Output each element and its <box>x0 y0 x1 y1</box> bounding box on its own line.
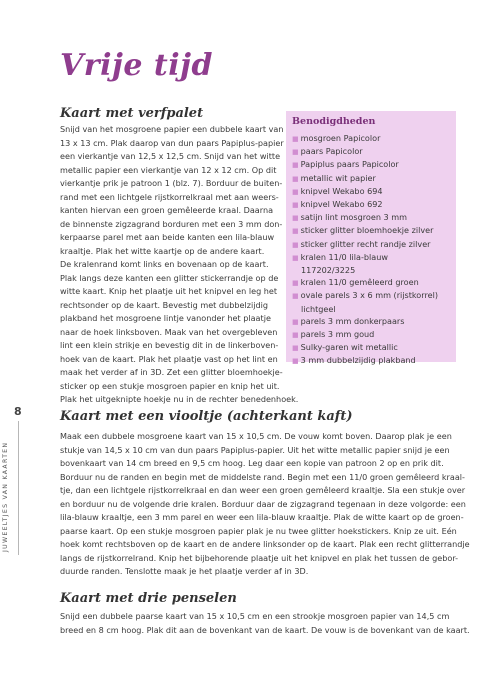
text-line: kraaltje. Plak het witte kaartje op de andere kaart. <box>60 245 265 256</box>
materials-item <box>292 172 438 185</box>
materials-item <box>292 185 438 198</box>
materials-title: Benodigdheden <box>292 116 376 127</box>
section-heading-penselen: Kaart met drie penselen <box>60 591 237 606</box>
materials-item-label: metallic wit papier <box>300 172 376 183</box>
text-line: vierkantje prik je patroon 1 (blz. 7). Borduur de buiten- <box>60 178 283 188</box>
materials-item-label: parels 3 mm donkerpaars <box>300 315 405 326</box>
materials-item <box>292 198 438 211</box>
text-line: en borduur nu de volgende drie kralen. Borduur daar de zigzagrand tegenaan in deze volgorde: een <box>60 498 466 509</box>
text-line: stukje van 14,5 x 10 cm van dun paars Papiplus-papier. Uit het witte metallic papier snijd je een <box>60 444 450 455</box>
bullet-icon: ■ <box>292 344 299 353</box>
bullet-icon: ■ <box>292 148 299 157</box>
text-line: Plak langs deze kanten een glitter stickerrandje op de <box>60 272 279 283</box>
materials-item-label: sticker glitter bloemhoekje zilver <box>300 225 434 236</box>
materials-item <box>292 211 438 224</box>
text-line: 13 x 13 cm. Plak daarop van dun paars Papiplus-papier <box>60 137 284 148</box>
text-line: hoek komt rechtsboven op de kaart en de andere linksonder op de kaart. Plak een recht glitterrandje <box>60 539 470 549</box>
text-line: paarse kaart. Op een stukje mosgroen papier plak je nu twee glitter hoekstickers. Knip ze uit. Eén <box>60 525 457 536</box>
text-line: een vierkantje van 12,5 x 12,5 cm. Snijd van het witte <box>60 151 281 161</box>
bullet-icon: ■ <box>292 201 299 210</box>
text-line: metallic papier een vierkantje van 12 x 12 cm. Op dit <box>60 164 277 175</box>
bullet-icon: ■ <box>292 240 299 249</box>
materials-item <box>292 315 438 328</box>
materials-item-label: lichtgeel <box>301 303 336 314</box>
section-body-verfpalet <box>60 123 299 407</box>
materials-item-label: paars Papicolor <box>300 146 363 157</box>
materials-item-label: parels 3 mm goud <box>300 329 375 340</box>
text-line: rand met een lichtgele rijstkorrelkraal met aan weers- <box>60 191 279 202</box>
materials-item-label: mosgroen Papicolor <box>300 133 381 143</box>
text-line: duurde randen. Tenslotte maak je het plaatje verder af in 3D. <box>60 566 309 576</box>
materials-item-label: sticker glitter recht randje zilver <box>300 238 431 249</box>
materials-item-label: satijn lint mosgroen 3 mm <box>300 212 408 223</box>
materials-item <box>292 354 438 367</box>
text-line: Borduur nu de randen en begin met de middelste rand. Begin met een 11/0 groen gemêleerd kraal- <box>60 471 465 482</box>
text-line: naar de hoek linksboven. Maak van het overgebleven <box>60 326 278 337</box>
materials-list <box>292 132 438 368</box>
text-line: bovenkaart van 14 cm breed en 9,5 cm hoog. Leg daar een kopie van patroon 2 op en prik dit. <box>60 458 444 468</box>
text-line: lint een klein strikje en bevestig dit in de linkerboven- <box>60 340 279 350</box>
text-line: kerpaarse parel met aan beide kanten een lila-blauw <box>60 232 275 242</box>
materials-item <box>292 328 438 341</box>
materials-item <box>292 289 438 302</box>
page-title: Vrije tijd <box>60 48 213 83</box>
materials-item-label: 117202/3225 <box>301 265 356 276</box>
text-line: witte kaart. Knip het plaatje uit het knipvel en leg het <box>60 286 278 296</box>
text-line: breed en 8 cm hoog. Plak dit aan de bovenkant van de kaart. De vouw is de bovenkant van de kaart. <box>60 624 470 635</box>
text-line: Plak het uitgeknipte hoekje nu in de rechter benedenhoek. <box>60 394 299 404</box>
materials-item-label: Papiplus paars Papicolor <box>300 159 399 170</box>
text-line: tje, dan een lichtgele rijstkorrelkraal en dan weer een groen gemêleerd kraaltje. Sla een stukje over <box>60 485 466 495</box>
text-line: sticker op een stukje mosgroen papier en knip het uit. <box>60 380 280 391</box>
text-line: lila-blauw kraaltje, een 3 mm parel en weer een lila-blauw kraaltje. Plak de witte kaart op de groen- <box>60 512 464 522</box>
bullet-icon: ■ <box>292 253 299 262</box>
section-heading-verfpalet: Kaart met verfpalet <box>60 106 204 121</box>
section-body-viooltje <box>60 430 470 579</box>
bullet-icon: ■ <box>292 214 299 223</box>
materials-item-label: knipvel Wekabo 692 <box>300 199 383 210</box>
text-line: kanten hiervan een groen gemêleerde kraal. Daarna <box>60 205 274 215</box>
bullet-icon: ■ <box>292 331 299 340</box>
section-heading-viooltje: Kaart met een viooltje (achterkant kaft) <box>60 409 353 424</box>
materials-item <box>292 224 438 237</box>
materials-item <box>292 238 438 251</box>
materials-item-label: kralen 11/0 lila-blauw <box>300 251 389 262</box>
page-number: 8 <box>14 405 22 418</box>
text-line: plakband het mosgroene lintje vanonder het plaatje <box>60 313 271 323</box>
materials-item <box>292 264 438 276</box>
text-line: Snijd een dubbele paarse kaart van 15 x 10,5 cm en een strookje mosgroen papier van 14,5 cm <box>60 611 450 621</box>
materials-item-label: Sulky-garen wit metallic <box>300 342 398 353</box>
text-line: rechtsonder op de kaart. Bevestig met dubbelzijdig <box>60 299 268 310</box>
bullet-icon: ■ <box>292 187 299 196</box>
bullet-icon: ■ <box>292 135 299 143</box>
materials-item-label: 3 mm dubbelzijdig plakband <box>300 355 416 366</box>
materials-item <box>292 132 438 145</box>
text-line: De kralenrand komt links en bovenaan op de kaart. <box>60 259 269 269</box>
text-line: maak het verder af in 3D. Zet een glitter bloemhoekje- <box>60 367 283 377</box>
side-tab-label: JUWEELTJES VAN KAARTEN <box>2 441 9 552</box>
text-line: Maak een dubbele mosgroene kaart van 15 x 10,5 cm. De vouw komt boven. Daarop plak je een <box>60 431 452 441</box>
text-line: de binnenste zigzagrand borduren met een 3 mm don- <box>60 218 283 229</box>
materials-item <box>292 276 438 289</box>
bullet-icon: ■ <box>292 161 299 170</box>
text-line: langs de rijstkorrelrand. Knip het bijbehorende plaatje uit het knipvel en plak het tussen de gebor- <box>60 552 459 563</box>
side-divider <box>18 421 19 555</box>
materials-item-label: kralen 11/0 gemêleerd groen <box>300 277 419 288</box>
materials-item <box>292 158 438 171</box>
section-body-penselen <box>60 610 470 637</box>
materials-item-label: knipvel Wekabo 694 <box>300 185 383 196</box>
materials-item <box>292 303 438 315</box>
bullet-icon: ■ <box>292 279 299 288</box>
bullet-icon: ■ <box>292 317 299 326</box>
materials-item-label: ovale parels 3 x 6 mm (rijstkorrel) <box>300 290 438 301</box>
text-line: hoek van de kaart. Plak het plaatje vast op het lint en <box>60 353 278 364</box>
bullet-icon: ■ <box>292 292 299 301</box>
materials-item <box>292 341 438 354</box>
materials-box <box>286 111 456 366</box>
text-line: Snijd van het mosgroene papier een dubbele kaart van <box>60 124 284 134</box>
bullet-icon: ■ <box>292 227 299 236</box>
bullet-icon: ■ <box>292 174 299 183</box>
materials-item <box>292 251 438 264</box>
bullet-icon: ■ <box>292 357 299 366</box>
materials-item <box>292 145 438 158</box>
